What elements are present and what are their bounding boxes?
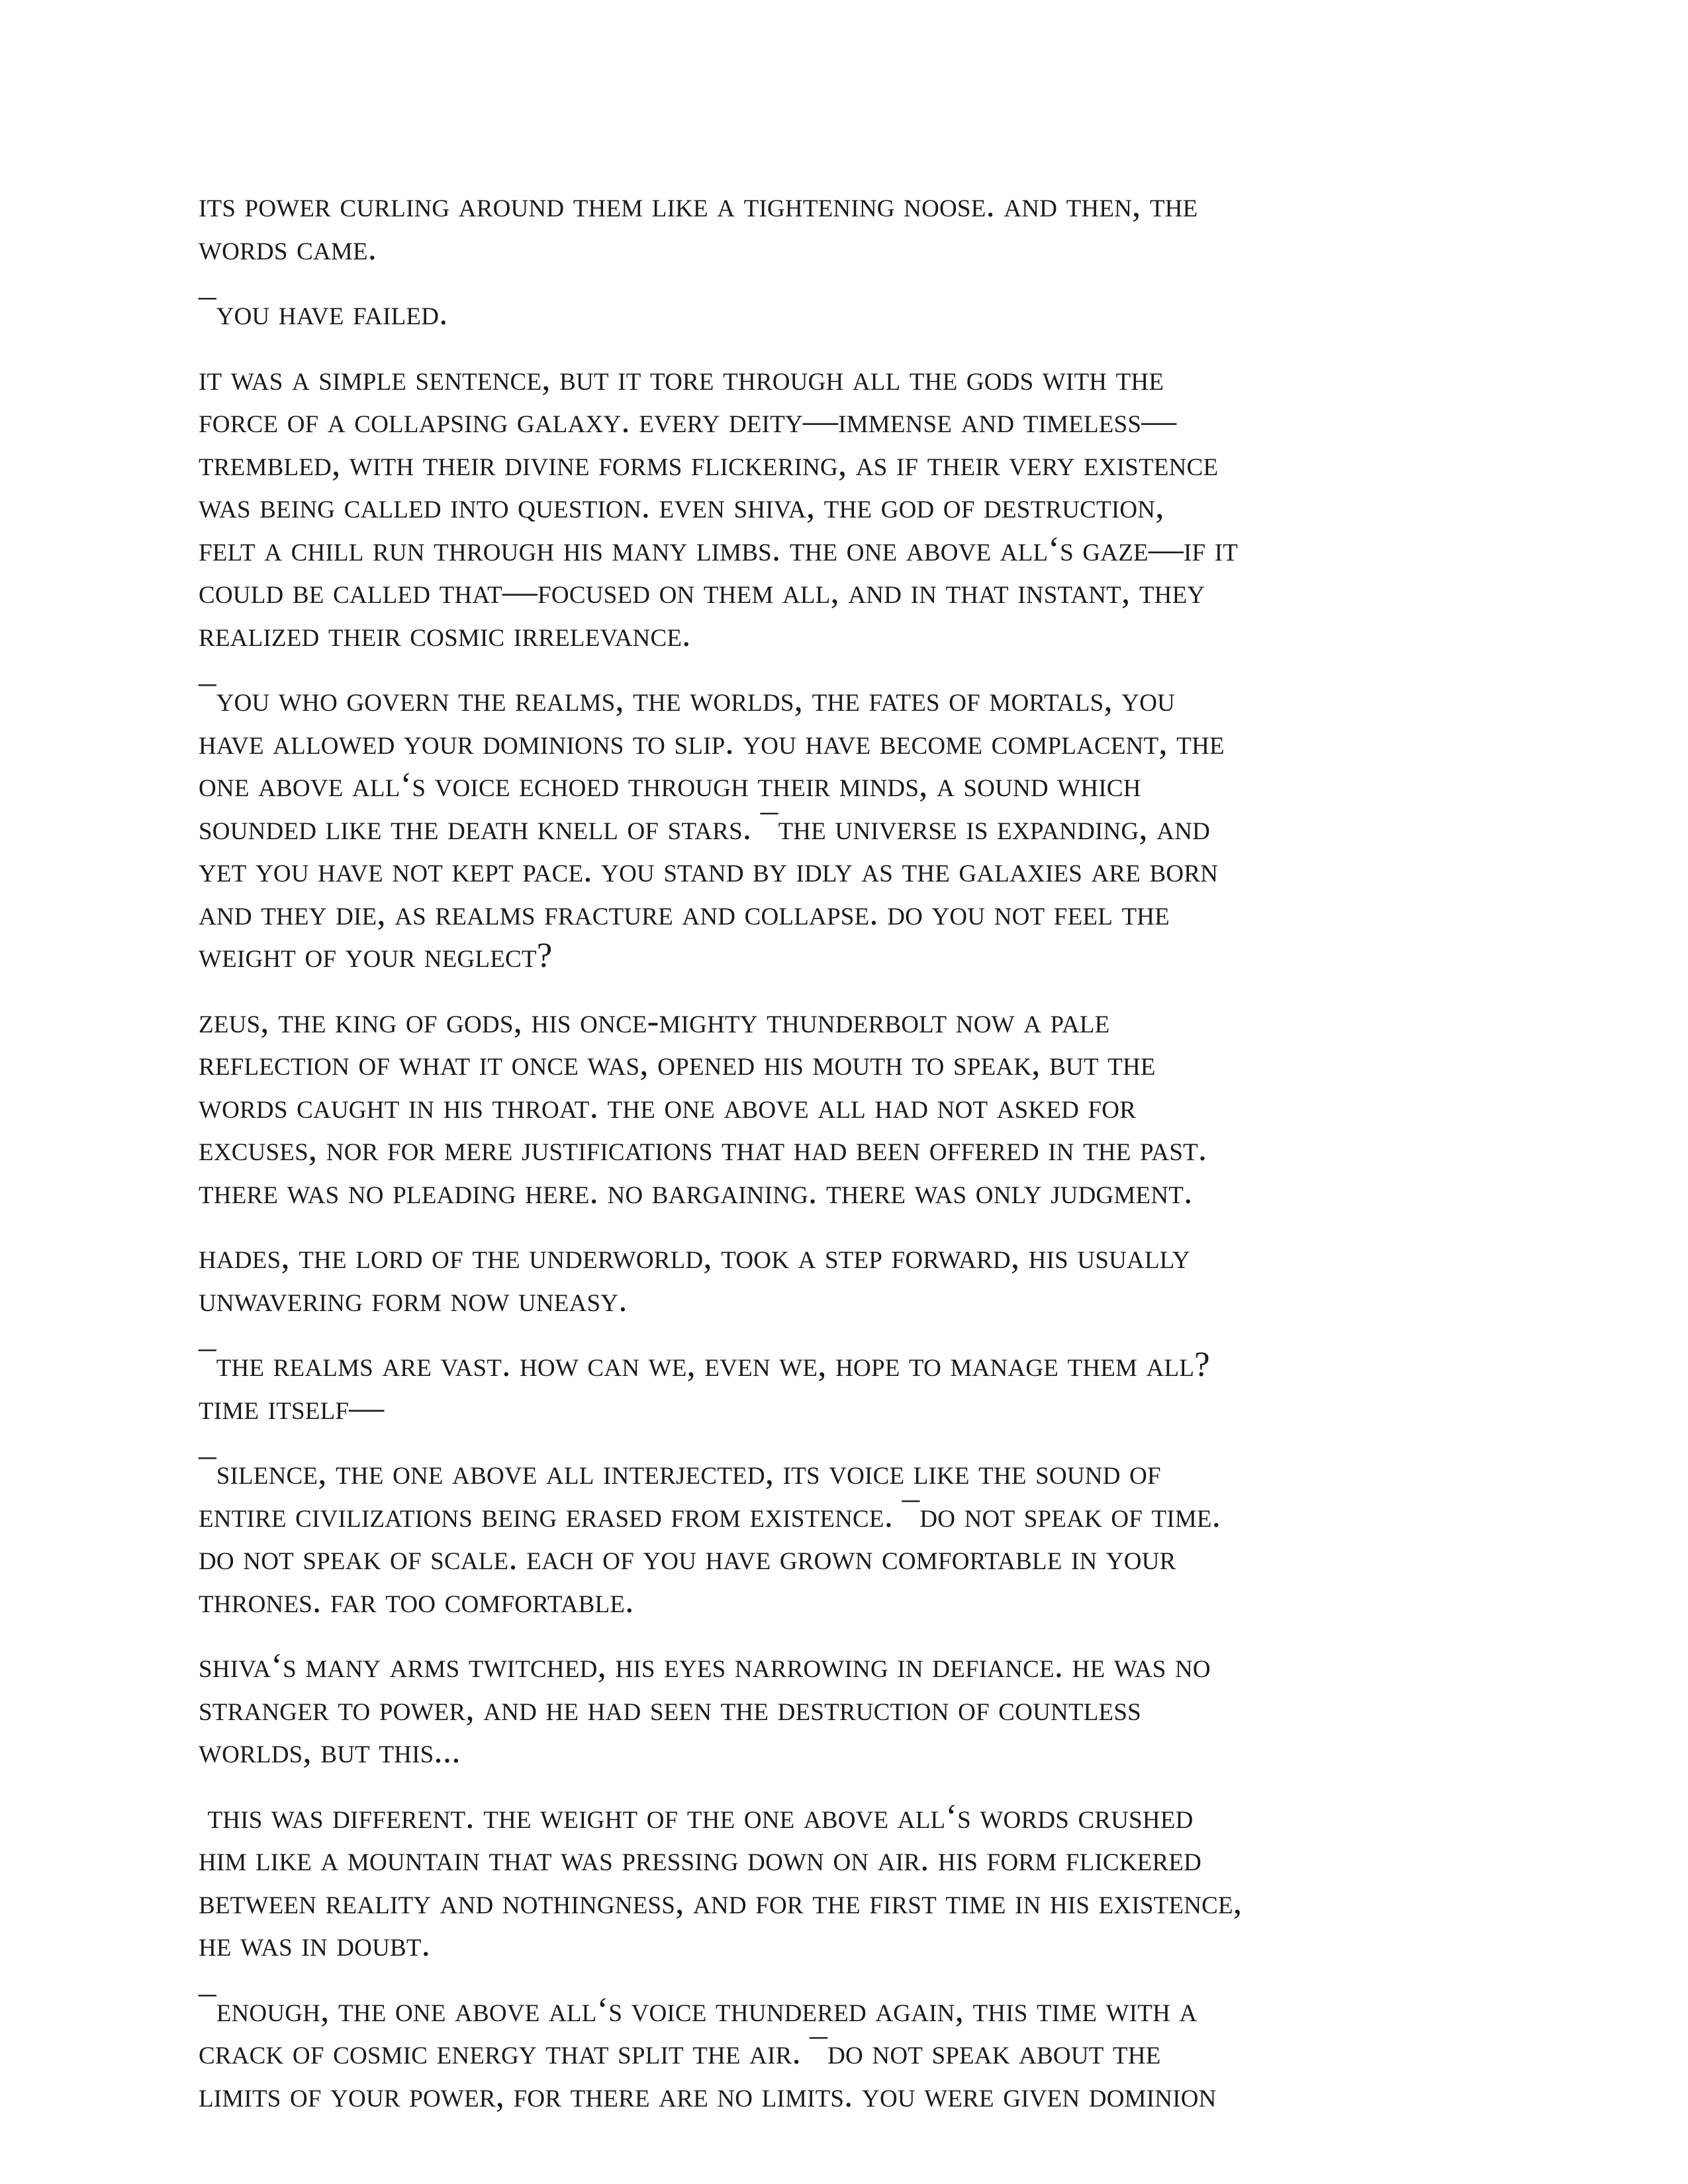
text-line: weight of your neglect? bbox=[199, 936, 553, 975]
text-line: stranger to power, and he had seen the destruction of countless bbox=[199, 1689, 1141, 1728]
text-line: do not speak of scale. each of you have grown comfortable in your bbox=[199, 1539, 1176, 1577]
paragraph-6 bbox=[199, 1236, 1489, 1321]
text-line: reflection of what it once was, opened his mouth to speak, but the bbox=[199, 1044, 1156, 1083]
document-page bbox=[199, 184, 1489, 2139]
paragraph-3 bbox=[199, 357, 1489, 657]
text-line: have allowed your dominions to slip. you have become complacent, the bbox=[199, 723, 1225, 762]
text-line: yet you have not kept pace. you stand by idly as the galaxies are born bbox=[199, 851, 1219, 889]
text-line: hades, the lord of the underworld, took a step forward, his usually bbox=[199, 1238, 1190, 1276]
text-line: force of a collapsing galaxy. every deity—immense and timeless— bbox=[199, 402, 1177, 440]
paragraph-2 bbox=[199, 292, 1489, 335]
text-line: ¯enough, the one above all‘s voice thundered again, this time with a bbox=[199, 1990, 1197, 2029]
text-line: it was a simple sentence, but it tore through all the gods with the bbox=[199, 359, 1164, 398]
paragraph-8 bbox=[199, 1451, 1489, 1622]
text-line: its power curling around them like a tightening noose. and then, the bbox=[199, 186, 1198, 224]
paragraph-10 bbox=[199, 1796, 1489, 1966]
text-line: sounded like the death knell of stars. ¯the universe is expanding, and bbox=[199, 808, 1211, 847]
text-line: zeus, the king of gods, his once-mighty thunderbolt now a pale bbox=[199, 1001, 1110, 1040]
text-line: ¯silence, the one above all interjected, its voice like the sound of bbox=[199, 1453, 1161, 1492]
text-line: one above all‘s voice echoed through their minds, a sound which bbox=[199, 766, 1141, 804]
text-line: worlds, but this... bbox=[199, 1732, 461, 1770]
text-line: unwavering form now uneasy. bbox=[199, 1280, 628, 1319]
paragraph-7 bbox=[199, 1343, 1489, 1429]
paragraph-11 bbox=[199, 1989, 1489, 2117]
text-line: words caught in his throat. the one above all had not asked for bbox=[199, 1087, 1137, 1126]
text-line: ¯the realms are vast. how can we, even we, hope to manage them all? bbox=[199, 1345, 1210, 1384]
text-line: could be called that—focused on them all, and in that instant, they bbox=[199, 572, 1205, 611]
text-line: entire civilizations being erased from existence. ¯do not speak of time. bbox=[199, 1496, 1221, 1535]
text-line: was being called into question. even shiva, the god of destruction, bbox=[199, 487, 1164, 525]
text-line: limits of your power, for there are no limits. you were given dominion bbox=[199, 2075, 1217, 2115]
text-line: excuses, nor for mere justifications that had been offered in the past. bbox=[199, 1130, 1207, 1168]
text-line: trembled, with their divine forms flickering, as if their very existence bbox=[199, 444, 1219, 483]
paragraph-4 bbox=[199, 678, 1489, 978]
text-line: words came. bbox=[199, 228, 377, 267]
text-line: between reality and nothingness, and for the first time in his existence, bbox=[199, 1882, 1243, 1921]
text-line: realized their cosmic irrelevance. bbox=[199, 615, 691, 654]
text-line: thrones. far too comfortable. bbox=[199, 1581, 634, 1620]
text-line: him like a mountain that was pressing down on air. his form flickered bbox=[199, 1840, 1202, 1878]
text-line: there was no pleading here. no bargaining. there was only judgment. bbox=[199, 1172, 1193, 1211]
paragraph-9 bbox=[199, 1645, 1489, 1773]
text-line: ¯you who govern the realms, the worlds, the fates of mortals, you bbox=[199, 680, 1176, 719]
text-line: felt a chill run through his many limbs. the one above all‘s gaze—if it bbox=[199, 529, 1239, 569]
text-line: crack of cosmic energy that split the air. ¯do not speak about the bbox=[199, 2033, 1161, 2071]
text-line: he was in doubt. bbox=[199, 1925, 431, 1964]
text-line: ¯you have failed. bbox=[199, 294, 448, 332]
text-line: shiva‘s many arms twitched, his eyes narrowing in defiance. he was no bbox=[199, 1647, 1211, 1685]
text-line: this was different. the weight of the one above all‘s words crushed bbox=[199, 1797, 1194, 1836]
paragraph-1 bbox=[199, 184, 1489, 269]
paragraph-5 bbox=[199, 1000, 1489, 1214]
text-line: and they die, as realms fracture and collapse. do you not feel the bbox=[199, 893, 1170, 933]
text-line: time itself— bbox=[199, 1388, 385, 1427]
